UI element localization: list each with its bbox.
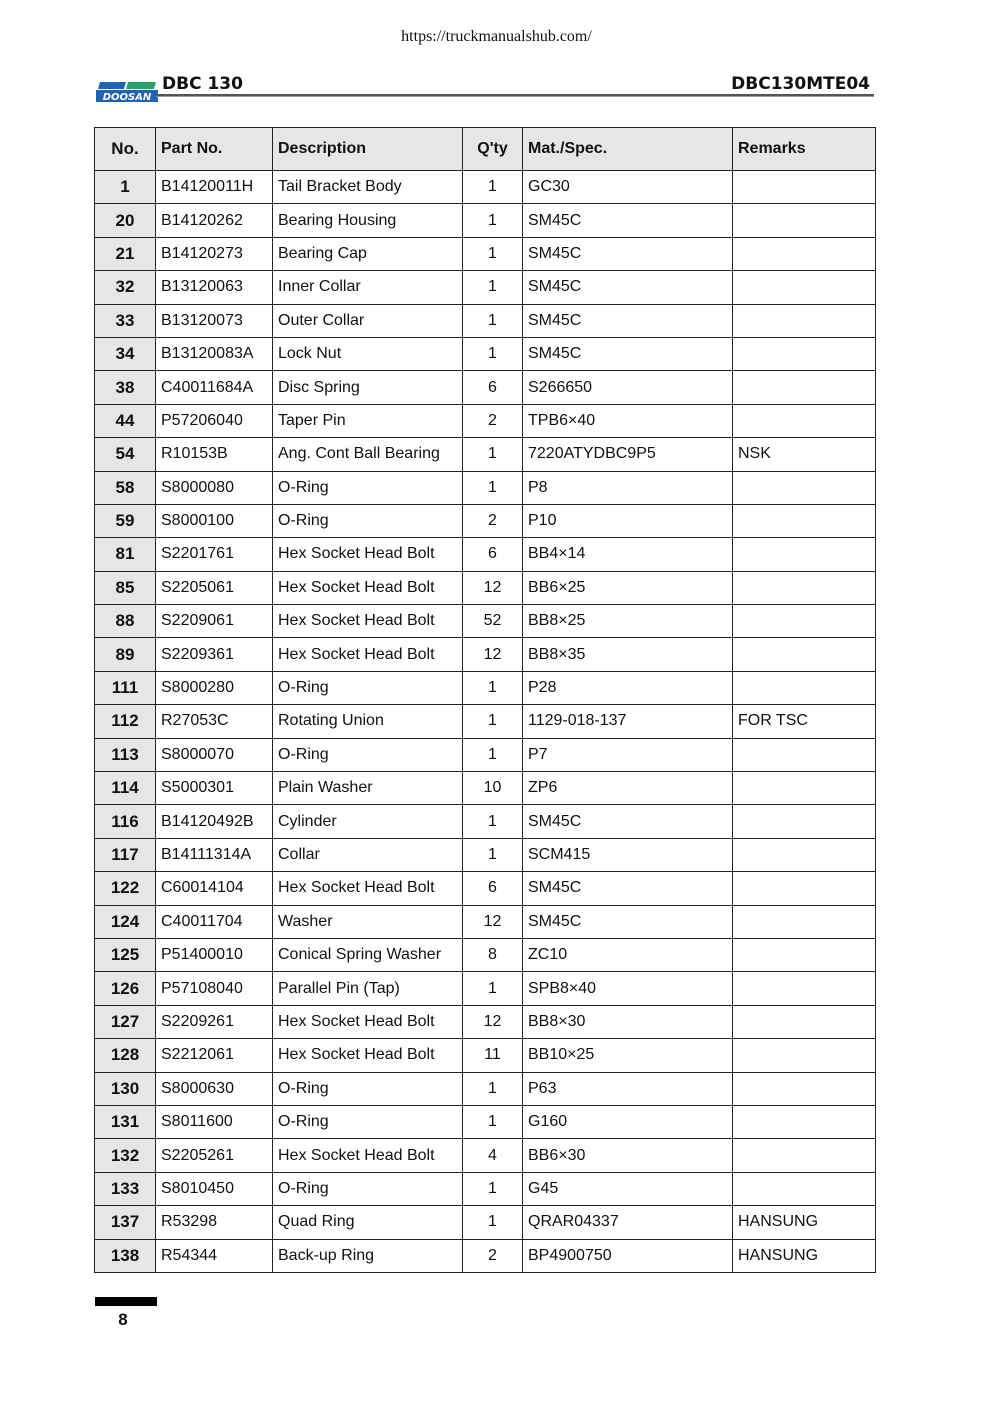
cell-mat-spec: SM45C [523, 304, 733, 337]
table-row [95, 738, 876, 771]
cell-description: Hex Socket Head Bolt [273, 1005, 463, 1038]
parts-table-body [95, 171, 876, 1273]
cell-remarks [733, 972, 876, 1005]
cell-description: O-Ring [273, 1072, 463, 1105]
cell-qty: 2 [463, 1239, 523, 1272]
cell-description: Outer Collar [273, 304, 463, 337]
cell-qty: 1 [463, 237, 523, 270]
cell-remarks [733, 1139, 876, 1172]
cell-remarks [733, 471, 876, 504]
cell-remarks [733, 805, 876, 838]
cell-part-no: S2209061 [156, 605, 273, 638]
cell-part-no: C60014104 [156, 872, 273, 905]
cell-part-no: S2212061 [156, 1039, 273, 1072]
cell-part-no: S8011600 [156, 1105, 273, 1138]
cell-qty: 1 [463, 471, 523, 504]
page-header [94, 72, 874, 102]
cell-part-no: B13120073 [156, 304, 273, 337]
table-row [95, 772, 876, 805]
cell-qty: 1 [463, 1206, 523, 1239]
cell-qty: 11 [463, 1039, 523, 1072]
table-row [95, 905, 876, 938]
table-header-row [95, 128, 876, 171]
table-row [95, 204, 876, 237]
col-header-no: No. [95, 128, 156, 171]
cell-part-no: B14120262 [156, 204, 273, 237]
cell-mat-spec: GC30 [523, 171, 733, 204]
cell-part-no: S8000280 [156, 671, 273, 704]
table-row [95, 1239, 876, 1272]
cell-remarks [733, 772, 876, 805]
cell-mat-spec: S266650 [523, 371, 733, 404]
cell-remarks [733, 504, 876, 537]
cell-no: 138 [95, 1239, 156, 1272]
cell-no: 38 [95, 371, 156, 404]
cell-remarks [733, 204, 876, 237]
cell-no: 128 [95, 1039, 156, 1072]
cell-part-no: S5000301 [156, 772, 273, 805]
cell-no: 21 [95, 237, 156, 270]
table-row [95, 671, 876, 704]
cell-mat-spec: BB10×25 [523, 1039, 733, 1072]
cell-description: Hex Socket Head Bolt [273, 1139, 463, 1172]
cell-description: O-Ring [273, 1105, 463, 1138]
table-row [95, 938, 876, 971]
cell-description: Back-up Ring [273, 1239, 463, 1272]
table-row [95, 605, 876, 638]
cell-remarks [733, 337, 876, 370]
cell-mat-spec: 1129-018-137 [523, 705, 733, 738]
cell-description: Hex Socket Head Bolt [273, 1039, 463, 1072]
cell-remarks [733, 671, 876, 704]
cell-qty: 2 [463, 404, 523, 437]
table-row [95, 471, 876, 504]
cell-part-no: S2205261 [156, 1139, 273, 1172]
cell-description: O-Ring [273, 1172, 463, 1205]
cell-no: 132 [95, 1139, 156, 1172]
cell-remarks [733, 1172, 876, 1205]
table-row [95, 538, 876, 571]
source-url[interactable]: https://truckmanualshub.com/ [401, 28, 592, 45]
cell-description: Conical Spring Washer [273, 938, 463, 971]
cell-qty: 1 [463, 271, 523, 304]
cell-description: Inner Collar [273, 271, 463, 304]
cell-remarks [733, 738, 876, 771]
cell-qty: 1 [463, 838, 523, 871]
cell-mat-spec: P7 [523, 738, 733, 771]
cell-description: Lock Nut [273, 337, 463, 370]
logo-text: DOOSAN [102, 92, 152, 103]
cell-qty: 1 [463, 304, 523, 337]
cell-remarks [733, 638, 876, 671]
cell-qty: 1 [463, 671, 523, 704]
cell-no: 58 [95, 471, 156, 504]
col-header-remarks: Remarks [733, 128, 876, 171]
cell-description: Hex Socket Head Bolt [273, 538, 463, 571]
cell-description: O-Ring [273, 471, 463, 504]
cell-remarks: HANSUNG [733, 1239, 876, 1272]
cell-part-no: C40011684A [156, 371, 273, 404]
cell-mat-spec: BB6×25 [523, 571, 733, 604]
cell-mat-spec: G45 [523, 1172, 733, 1205]
table-row [95, 438, 876, 471]
cell-remarks [733, 538, 876, 571]
cell-mat-spec: TPB6×40 [523, 404, 733, 437]
cell-qty: 10 [463, 772, 523, 805]
table-row [95, 1139, 876, 1172]
cell-qty: 12 [463, 905, 523, 938]
cell-qty: 1 [463, 337, 523, 370]
cell-no: 89 [95, 638, 156, 671]
table-row [95, 404, 876, 437]
cell-qty: 1 [463, 171, 523, 204]
table-row [95, 972, 876, 1005]
cell-description: Tail Bracket Body [273, 171, 463, 204]
cell-mat-spec: P63 [523, 1072, 733, 1105]
cell-description: Hex Socket Head Bolt [273, 638, 463, 671]
col-header-qty: Q'ty [463, 128, 523, 171]
document-code: DBC130MTE04 [731, 74, 870, 94]
cell-description: Hex Socket Head Bolt [273, 872, 463, 905]
cell-no: 44 [95, 404, 156, 437]
page-number: 8 [118, 1310, 128, 1329]
cell-qty: 1 [463, 972, 523, 1005]
cell-remarks [733, 1039, 876, 1072]
cell-no: 124 [95, 905, 156, 938]
cell-mat-spec: BB6×30 [523, 1139, 733, 1172]
table-row [95, 872, 876, 905]
cell-description: Rotating Union [273, 705, 463, 738]
cell-description: Washer [273, 905, 463, 938]
cell-part-no: B14120492B [156, 805, 273, 838]
cell-part-no: S8000100 [156, 504, 273, 537]
cell-part-no: B13120063 [156, 271, 273, 304]
cell-part-no: R27053C [156, 705, 273, 738]
cell-no: 133 [95, 1172, 156, 1205]
cell-mat-spec: 7220ATYDBC9P5 [523, 438, 733, 471]
cell-description: Hex Socket Head Bolt [273, 571, 463, 604]
cell-part-no: S2209361 [156, 638, 273, 671]
cell-mat-spec: SM45C [523, 204, 733, 237]
cell-qty: 12 [463, 1005, 523, 1038]
cell-remarks [733, 371, 876, 404]
cell-part-no: B14120273 [156, 237, 273, 270]
cell-no: 81 [95, 538, 156, 571]
cell-part-no: P57108040 [156, 972, 273, 1005]
cell-description: Bearing Cap [273, 237, 463, 270]
cell-no: 20 [95, 204, 156, 237]
cell-description: Parallel Pin (Tap) [273, 972, 463, 1005]
cell-qty: 1 [463, 705, 523, 738]
cell-mat-spec: SM45C [523, 905, 733, 938]
cell-mat-spec: SCM415 [523, 838, 733, 871]
cell-qty: 8 [463, 938, 523, 971]
cell-part-no: S8010450 [156, 1172, 273, 1205]
table-row [95, 571, 876, 604]
cell-part-no: S2209261 [156, 1005, 273, 1038]
cell-remarks [733, 838, 876, 871]
cell-remarks [733, 1105, 876, 1138]
table-row [95, 337, 876, 370]
table-row [95, 638, 876, 671]
col-header-description: Description [273, 128, 463, 171]
cell-part-no: R54344 [156, 1239, 273, 1272]
cell-no: 33 [95, 304, 156, 337]
cell-remarks [733, 605, 876, 638]
cell-qty: 52 [463, 605, 523, 638]
cell-no: 117 [95, 838, 156, 871]
cell-remarks [733, 1005, 876, 1038]
cell-no: 1 [95, 171, 156, 204]
cell-description: O-Ring [273, 504, 463, 537]
cell-remarks: NSK [733, 438, 876, 471]
cell-no: 127 [95, 1005, 156, 1038]
cell-no: 111 [95, 671, 156, 704]
cell-mat-spec: P28 [523, 671, 733, 704]
cell-remarks [733, 571, 876, 604]
cell-mat-spec: P10 [523, 504, 733, 537]
cell-remarks [733, 905, 876, 938]
cell-no: 137 [95, 1206, 156, 1239]
cell-part-no: B13120083A [156, 337, 273, 370]
cell-qty: 4 [463, 1139, 523, 1172]
cell-part-no: B14111314A [156, 838, 273, 871]
cell-remarks [733, 938, 876, 971]
cell-no: 122 [95, 872, 156, 905]
cell-description: Quad Ring [273, 1206, 463, 1239]
cell-qty: 6 [463, 872, 523, 905]
cell-part-no: S2201761 [156, 538, 273, 571]
cell-no: 113 [95, 738, 156, 771]
cell-remarks [733, 404, 876, 437]
cell-part-no: C40011704 [156, 905, 273, 938]
cell-mat-spec: SM45C [523, 271, 733, 304]
page-number-bar [95, 1297, 157, 1306]
cell-mat-spec: BB8×25 [523, 605, 733, 638]
cell-part-no: S8000070 [156, 738, 273, 771]
cell-qty: 12 [463, 638, 523, 671]
cell-no: 54 [95, 438, 156, 471]
table-row [95, 504, 876, 537]
cell-description: Bearing Housing [273, 204, 463, 237]
cell-no: 114 [95, 772, 156, 805]
cell-no: 125 [95, 938, 156, 971]
cell-no: 130 [95, 1072, 156, 1105]
cell-no: 34 [95, 337, 156, 370]
cell-description: Taper Pin [273, 404, 463, 437]
cell-description: Plain Washer [273, 772, 463, 805]
cell-remarks [733, 237, 876, 270]
cell-remarks: FOR TSC [733, 705, 876, 738]
parts-table [94, 127, 876, 1273]
table-row [95, 1105, 876, 1138]
cell-no: 59 [95, 504, 156, 537]
table-row [95, 271, 876, 304]
table-row [95, 805, 876, 838]
cell-mat-spec: ZC10 [523, 938, 733, 971]
table-row [95, 1172, 876, 1205]
cell-mat-spec: BB8×30 [523, 1005, 733, 1038]
cell-qty: 1 [463, 738, 523, 771]
cell-part-no: R53298 [156, 1206, 273, 1239]
table-row [95, 1005, 876, 1038]
cell-qty: 1 [463, 1105, 523, 1138]
table-row [95, 705, 876, 738]
cell-mat-spec: SM45C [523, 872, 733, 905]
cell-qty: 1 [463, 438, 523, 471]
table-row [95, 1206, 876, 1239]
cell-no: 116 [95, 805, 156, 838]
cell-description: Collar [273, 838, 463, 871]
table-row [95, 838, 876, 871]
cell-description: O-Ring [273, 738, 463, 771]
cell-mat-spec: BB4×14 [523, 538, 733, 571]
cell-remarks: HANSUNG [733, 1206, 876, 1239]
cell-mat-spec: P8 [523, 471, 733, 504]
cell-mat-spec: SM45C [523, 237, 733, 270]
cell-remarks [733, 304, 876, 337]
cell-mat-spec: SPB8×40 [523, 972, 733, 1005]
cell-description: Hex Socket Head Bolt [273, 605, 463, 638]
cell-qty: 6 [463, 371, 523, 404]
cell-no: 112 [95, 705, 156, 738]
cell-remarks [733, 872, 876, 905]
cell-mat-spec: BB8×35 [523, 638, 733, 671]
cell-mat-spec: SM45C [523, 805, 733, 838]
cell-description: Disc Spring [273, 371, 463, 404]
cell-qty: 6 [463, 538, 523, 571]
cell-remarks [733, 171, 876, 204]
cell-description: O-Ring [273, 671, 463, 704]
cell-part-no: R10153B [156, 438, 273, 471]
cell-qty: 1 [463, 1072, 523, 1105]
cell-qty: 1 [463, 805, 523, 838]
cell-mat-spec: ZP6 [523, 772, 733, 805]
cell-qty: 1 [463, 1172, 523, 1205]
cell-part-no: B14120011H [156, 171, 273, 204]
cell-part-no: S8000630 [156, 1072, 273, 1105]
table-row [95, 304, 876, 337]
table-row [95, 1039, 876, 1072]
cell-description: Cylinder [273, 805, 463, 838]
document-title: DBC 130 [162, 74, 243, 94]
col-header-part-no: Part No. [156, 128, 273, 171]
cell-part-no: S2205061 [156, 571, 273, 604]
cell-no: 88 [95, 605, 156, 638]
cell-no: 126 [95, 972, 156, 1005]
col-header-mat-spec: Mat./Spec. [523, 128, 733, 171]
table-row [95, 371, 876, 404]
cell-qty: 12 [463, 571, 523, 604]
cell-mat-spec: BP4900750 [523, 1239, 733, 1272]
cell-mat-spec: G160 [523, 1105, 733, 1138]
cell-part-no: S8000080 [156, 471, 273, 504]
cell-part-no: P51400010 [156, 938, 273, 971]
cell-no: 32 [95, 271, 156, 304]
table-row [95, 171, 876, 204]
cell-no: 131 [95, 1105, 156, 1138]
cell-mat-spec: QRAR04337 [523, 1206, 733, 1239]
cell-part-no: P57206040 [156, 404, 273, 437]
table-row [95, 1072, 876, 1105]
doosan-logo [96, 78, 158, 104]
cell-qty: 2 [463, 504, 523, 537]
table-row [95, 237, 876, 270]
cell-no: 85 [95, 571, 156, 604]
cell-remarks [733, 1072, 876, 1105]
cell-description: Ang. Cont Ball Bearing [273, 438, 463, 471]
cell-remarks [733, 271, 876, 304]
cell-qty: 1 [463, 204, 523, 237]
header-rule [156, 94, 874, 97]
cell-mat-spec: SM45C [523, 337, 733, 370]
